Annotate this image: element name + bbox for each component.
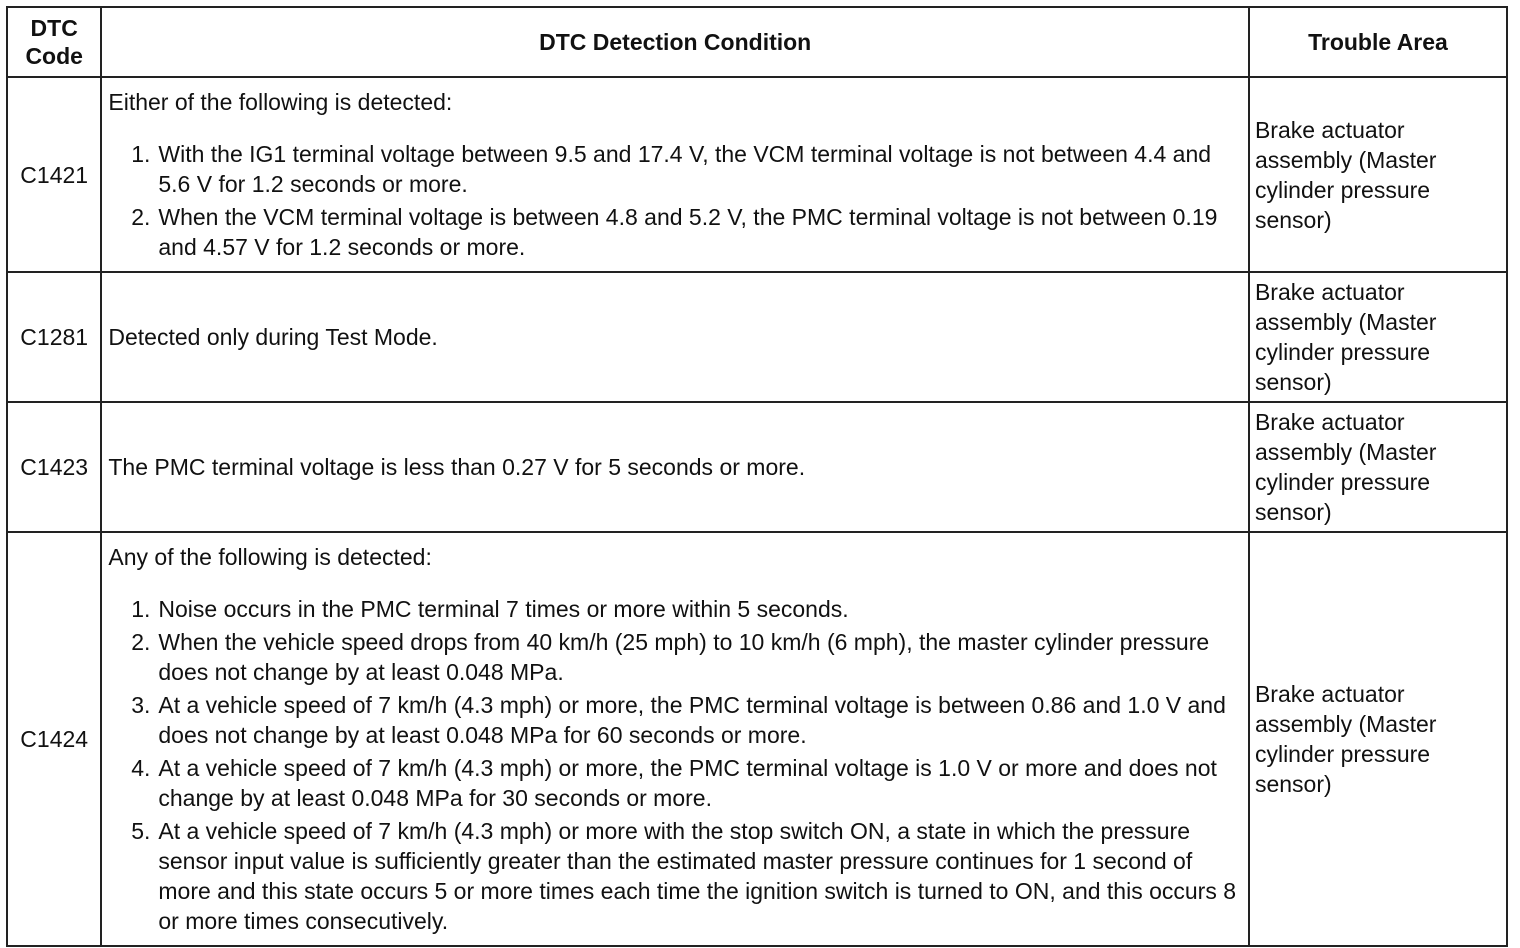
condition-intro: Any of the following is detected: [108, 544, 432, 570]
list-item-text: At a vehicle speed of 7 km/h (4.3 mph) or more, the PMC terminal voltage is between 0.86 and 1.0 V and does not change by at least 0.048 MPa for 60 seconds or more. [158, 692, 1226, 748]
list-item-text: At a vehicle speed of 7 km/h (4.3 mph) or more with the stop switch ON, a state in which the pressure sensor input value is sufficiently greater than the estimated master pressure continues for 1 second of more and this state occurs 5 or more times each time the ignition switch is turned to ON, and this occurs 8 or more times consecutively. [158, 818, 1237, 934]
list-item-number: 5. [131, 818, 151, 844]
list-item-text: When the vehicle speed drops from 40 km/h (25 mph) to 10 km/h (6 mph), the master cylinder pressure does not change by at least 0.048 MPa. [158, 629, 1210, 685]
dtc-code-cell: C1421 [7, 77, 101, 272]
trouble-area-cell: Brake actuator assembly (Master cylinder pressure sensor) [1249, 532, 1507, 946]
list-item-text: When the VCM terminal voltage is between 4.8 and 5.2 V, the PMC terminal voltage is not between 0.19 and 4.57 V for 1.2 seconds or more. [158, 204, 1218, 260]
header-dtc-code [7, 7, 101, 77]
table-row [7, 272, 1507, 402]
trouble-area-cell: Brake actuator assembly (Master cylinder pressure sensor) [1249, 77, 1507, 272]
list-item [108, 690, 1242, 750]
list-item-number: 3. [131, 692, 151, 718]
list-item-number: 1. [131, 596, 151, 622]
list-item [108, 627, 1242, 687]
list-item-number: 1. [131, 141, 151, 167]
header-trouble-area: Trouble Area [1249, 7, 1507, 77]
table-row [7, 532, 1507, 946]
dtc-code-cell: C1424 [7, 532, 101, 946]
table-row [7, 402, 1507, 532]
trouble-area-cell: Brake actuator assembly (Master cylinder pressure sensor) [1249, 402, 1507, 532]
condition-intro: Either of the following is detected: [108, 89, 453, 115]
detection-condition-cell [101, 532, 1249, 946]
list-item [108, 816, 1242, 936]
list-item-text: Noise occurs in the PMC terminal 7 times or more within 5 seconds. [158, 596, 849, 622]
detection-condition-cell [101, 77, 1249, 272]
table-header-row [7, 7, 1507, 77]
detection-condition-cell: The PMC terminal voltage is less than 0.27 V for 5 seconds or more. [101, 402, 1249, 532]
list-item-number: 2. [131, 204, 151, 230]
condition-list [108, 594, 1242, 936]
dtc-code-cell: C1423 [7, 402, 101, 532]
list-item-number: 4. [131, 755, 151, 781]
detection-condition-cell: Detected only during Test Mode. [101, 272, 1249, 402]
list-item-number: 2. [131, 629, 151, 655]
list-item [108, 753, 1242, 813]
dtc-table [6, 6, 1508, 947]
header-dtc-code-line1: DTC [30, 15, 78, 41]
header-dtc-code-line2: Code [25, 43, 83, 69]
list-item-text: With the IG1 terminal voltage between 9.5 and 17.4 V, the VCM terminal voltage is not between 4.4 and 5.6 V for 1.2 seconds or more. [158, 141, 1212, 197]
trouble-area-cell: Brake actuator assembly (Master cylinder pressure sensor) [1249, 272, 1507, 402]
dtc-code-cell: C1281 [7, 272, 101, 402]
table-row [7, 77, 1507, 272]
header-detection-condition: DTC Detection Condition [101, 7, 1249, 77]
list-item [108, 139, 1242, 199]
list-item [108, 594, 1242, 624]
condition-list [108, 139, 1242, 262]
list-item [108, 202, 1242, 262]
list-item-text: At a vehicle speed of 7 km/h (4.3 mph) or more, the PMC terminal voltage is 1.0 V or more and does not change by at least 0.048 MPa for 30 seconds or more. [158, 755, 1217, 811]
